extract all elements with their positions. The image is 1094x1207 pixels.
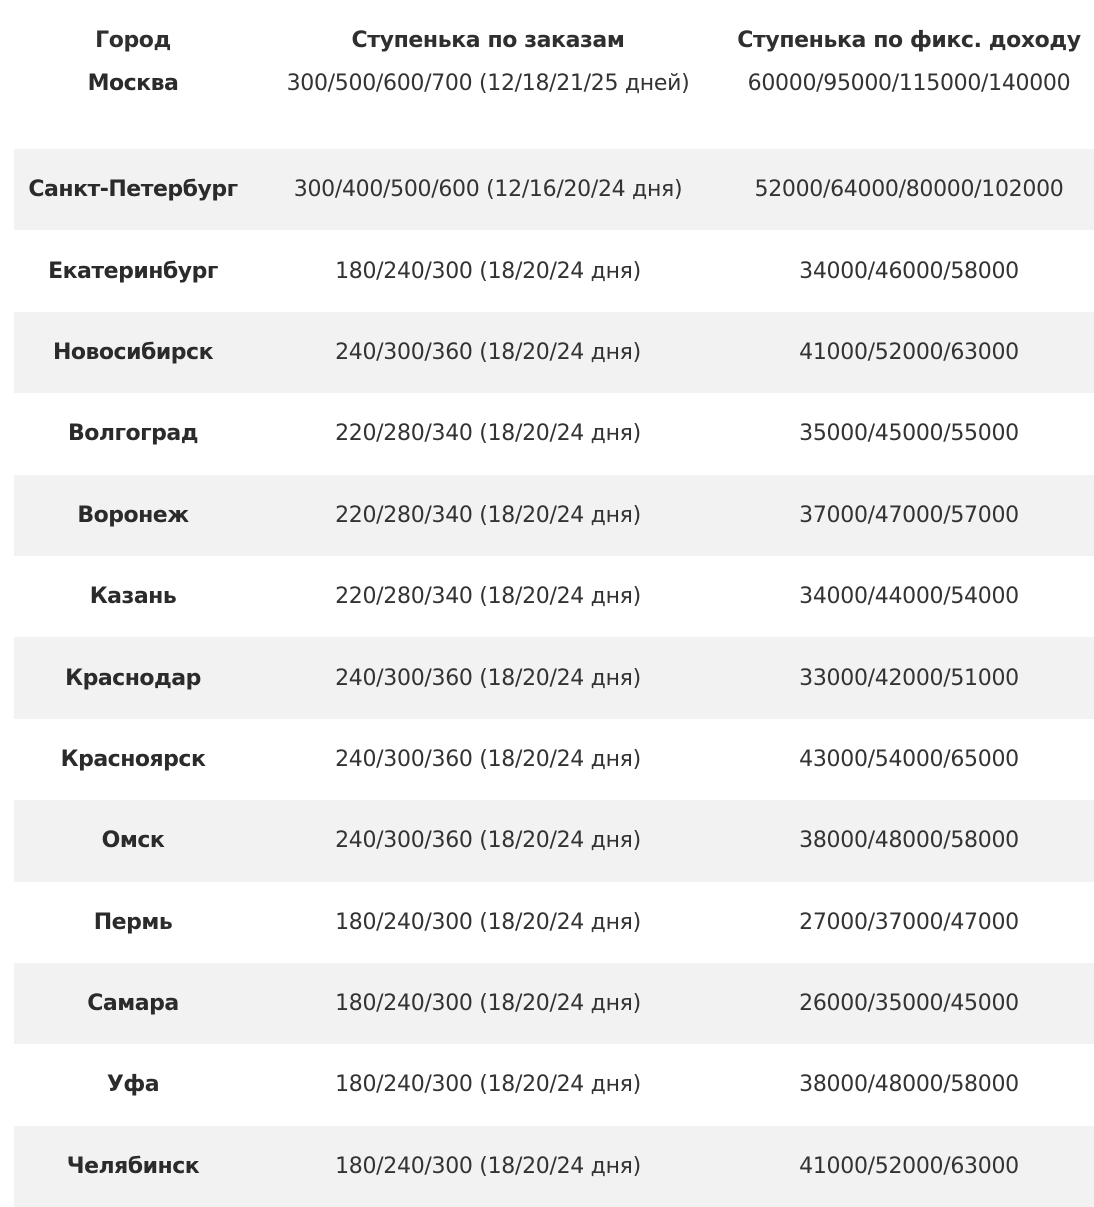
table-row	[14, 800, 1094, 881]
city-cell: Казань	[89, 584, 177, 610]
table-row	[14, 312, 1094, 393]
income-cell: 41000/52000/63000	[724, 312, 1094, 393]
orders-cell: 240/300/360 (18/20/24 дня)	[252, 312, 724, 393]
city-cell: Омск	[14, 800, 252, 881]
orders-cell: 180/240/300 (18/20/24 дня)	[252, 963, 724, 1044]
income-cell: 38000/48000/58000	[799, 1072, 1019, 1098]
city-cell: Екатеринбург	[48, 258, 218, 284]
income-cell: 27000/37000/47000	[799, 909, 1019, 935]
orders-cell: 180/240/300 (18/20/24 дня)	[335, 258, 641, 284]
table-row	[14, 393, 1094, 474]
header-city: Город	[95, 27, 171, 53]
table-row	[14, 1126, 1094, 1207]
income-cell: 52000/64000/80000/102000	[724, 149, 1094, 230]
orders-cell: 300/500/600/700 (12/18/21/25 дней)	[286, 71, 690, 96]
header-orders: Ступенька по заказам	[351, 27, 625, 53]
orders-cell: 220/280/340 (18/20/24 дня)	[335, 421, 641, 447]
city-cell: Москва	[87, 71, 179, 96]
table-row	[14, 963, 1094, 1044]
table-header	[14, 11, 1094, 69]
table-row	[14, 149, 1094, 230]
header-row	[14, 11, 1094, 69]
income-cell: 34000/44000/54000	[799, 584, 1019, 610]
header-income: Ступенька по фикс. доходу	[737, 27, 1081, 53]
orders-cell: 180/240/300 (18/20/24 дня)	[252, 1126, 724, 1207]
table-row	[14, 1044, 1094, 1125]
table-row	[14, 637, 1094, 718]
city-cell: Санкт-Петербург	[14, 149, 252, 230]
orders-cell: 300/400/500/600 (12/16/20/24 дня)	[252, 149, 724, 230]
city-cell: Красноярск	[60, 746, 206, 772]
orders-cell: 180/240/300 (18/20/24 дня)	[335, 909, 641, 935]
table-row	[14, 882, 1094, 963]
city-cell: Самара	[14, 963, 252, 1044]
city-cell: Воронеж	[14, 475, 252, 556]
city-cell: Уфа	[106, 1072, 160, 1098]
orders-cell: 220/280/340 (18/20/24 дня)	[252, 475, 724, 556]
income-cell: 38000/48000/58000	[724, 800, 1094, 881]
orders-cell: 180/240/300 (18/20/24 дня)	[335, 1072, 641, 1098]
city-cell: Пермь	[93, 909, 173, 935]
orders-cell: 240/300/360 (18/20/24 дня)	[252, 800, 724, 881]
table-row	[14, 475, 1094, 556]
income-cell: 35000/45000/55000	[799, 421, 1019, 447]
tariff-table	[14, 11, 1094, 1207]
income-cell: 34000/46000/58000	[799, 258, 1019, 284]
orders-cell: 240/300/360 (18/20/24 дня)	[335, 746, 641, 772]
income-cell: 33000/42000/51000	[724, 637, 1094, 718]
income-cell: 43000/54000/65000	[799, 746, 1019, 772]
table-row	[14, 556, 1094, 637]
income-cell: 37000/47000/57000	[724, 475, 1094, 556]
city-cell: Челябинск	[14, 1126, 252, 1207]
table-row	[14, 230, 1094, 311]
table-row	[14, 719, 1094, 800]
city-cell: Краснодар	[14, 637, 252, 718]
city-cell: Новосибирск	[14, 312, 252, 393]
orders-cell: 240/300/360 (18/20/24 дня)	[252, 637, 724, 718]
income-cell: 60000/95000/115000/140000	[747, 71, 1071, 96]
orders-cell: 220/280/340 (18/20/24 дня)	[335, 584, 641, 610]
city-cell: Волгоград	[68, 421, 198, 447]
table-body	[14, 69, 1094, 1207]
income-cell: 41000/52000/63000	[724, 1126, 1094, 1207]
income-cell: 26000/35000/45000	[724, 963, 1094, 1044]
table-row	[14, 69, 1094, 149]
